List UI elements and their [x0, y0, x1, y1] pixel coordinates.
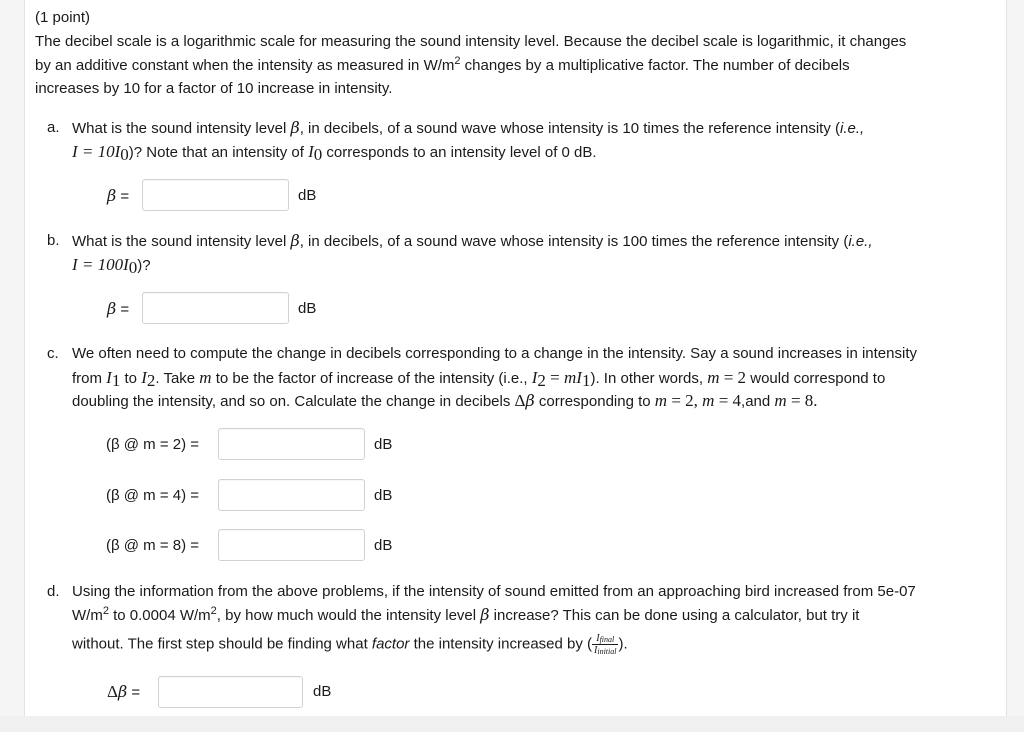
part-d-text-1: Using the information from the above problems, if the intensity of sound emitted from an approaching bird increased from 5e-07 [72, 583, 916, 600]
part-a-text-1: What is the sound intensity level β, in decibels, of a sound wave whose intensity is 10 times the reference intensity (i.e., [72, 118, 865, 137]
part-c-unit-1: dB [374, 436, 393, 453]
part-d-answer-label: Δβ = [107, 682, 141, 701]
bottom-scroll-area [0, 716, 1024, 732]
part-b-text-2: $I = 100I_0$)? [72, 255, 151, 277]
part-b-text-1: What is the sound intensity level β, in decibels, of a sound wave whose intensity is 100 times the reference intensity (i.e., [72, 231, 873, 250]
part-c-unit-3: dB [374, 537, 393, 554]
part-c-answer-label-3: (β @ m = 8) = [106, 537, 200, 554]
intro-line-2: by an additive constant when the intensity as measured in $W/m^2$ changes by a multiplicative factor. The number of decibels [35, 55, 850, 74]
part-b-unit: dB [298, 300, 317, 317]
part-c-text-1: We often need to compute the change in decibels corresponding to a change in the intensity. Say a sound increases in intensity [72, 345, 917, 362]
part-c-text-2: from $I_1$ to $I_2$. Take m to be the factor of increase of the intensity (i.e., $I_2 = mI_1$). In other words, m = 2 would correspond to [72, 368, 886, 390]
problem-panel [24, 0, 1007, 732]
part-b-answer-input[interactable] [142, 292, 289, 324]
intro-line-3: increases by 10 for a factor of 10 increase in intensity. [35, 80, 393, 97]
part-c-answer-label-2: (β @ m = 4) = [106, 487, 200, 504]
points-label: (1 point) [35, 9, 91, 26]
intensity-fraction: $\frac{I_{final}}{I_{initial}}$ [594, 633, 617, 656]
part-c-label: c. [47, 345, 59, 362]
part-c-answer-input-2[interactable] [218, 479, 365, 511]
part-c-answer-label-1: (β @ m = 2) = [106, 436, 200, 453]
part-d-unit: dB [313, 683, 332, 700]
part-c-unit-2: dB [374, 487, 393, 504]
part-d-answer-input[interactable] [158, 676, 303, 708]
part-a-label: a. [47, 119, 60, 136]
part-c-answer-input-1[interactable] [218, 428, 365, 460]
part-b-answer-label: β = [107, 299, 130, 318]
intro-line-1: The decibel scale is a logarithmic scale for measuring the sound intensity level. Because the decibel scale is logarithmic, it changes [35, 33, 907, 50]
part-c-text-3: doubling the intensity, and so on. Calculate the change in decibels Δβ corresponding to m = 2, m = 4,and m = 8. [72, 391, 818, 410]
part-d-label: d. [47, 583, 60, 600]
part-b-label: b. [47, 232, 60, 249]
part-c-answer-input-3[interactable] [218, 529, 365, 561]
part-d-text-3: without. The first step should be finding what factor the intensity increased by ( $\frac{I_{final}}{I_{initial}}$ ). [72, 633, 628, 656]
part-a-answer-label: β = [107, 186, 130, 205]
part-d-text-2: $W/m^2$ to 0.0004 $W/m^2$, by how much would the intensity level β increase? This can be done using a calculator, but try it [72, 605, 860, 624]
part-a-text-2: $I = 10I_0$)? Note that an intensity of $I_0$ corresponds to an intensity level of 0 dB. [72, 142, 597, 164]
part-a-answer-input[interactable] [142, 179, 289, 211]
part-a-unit: dB [298, 187, 317, 204]
